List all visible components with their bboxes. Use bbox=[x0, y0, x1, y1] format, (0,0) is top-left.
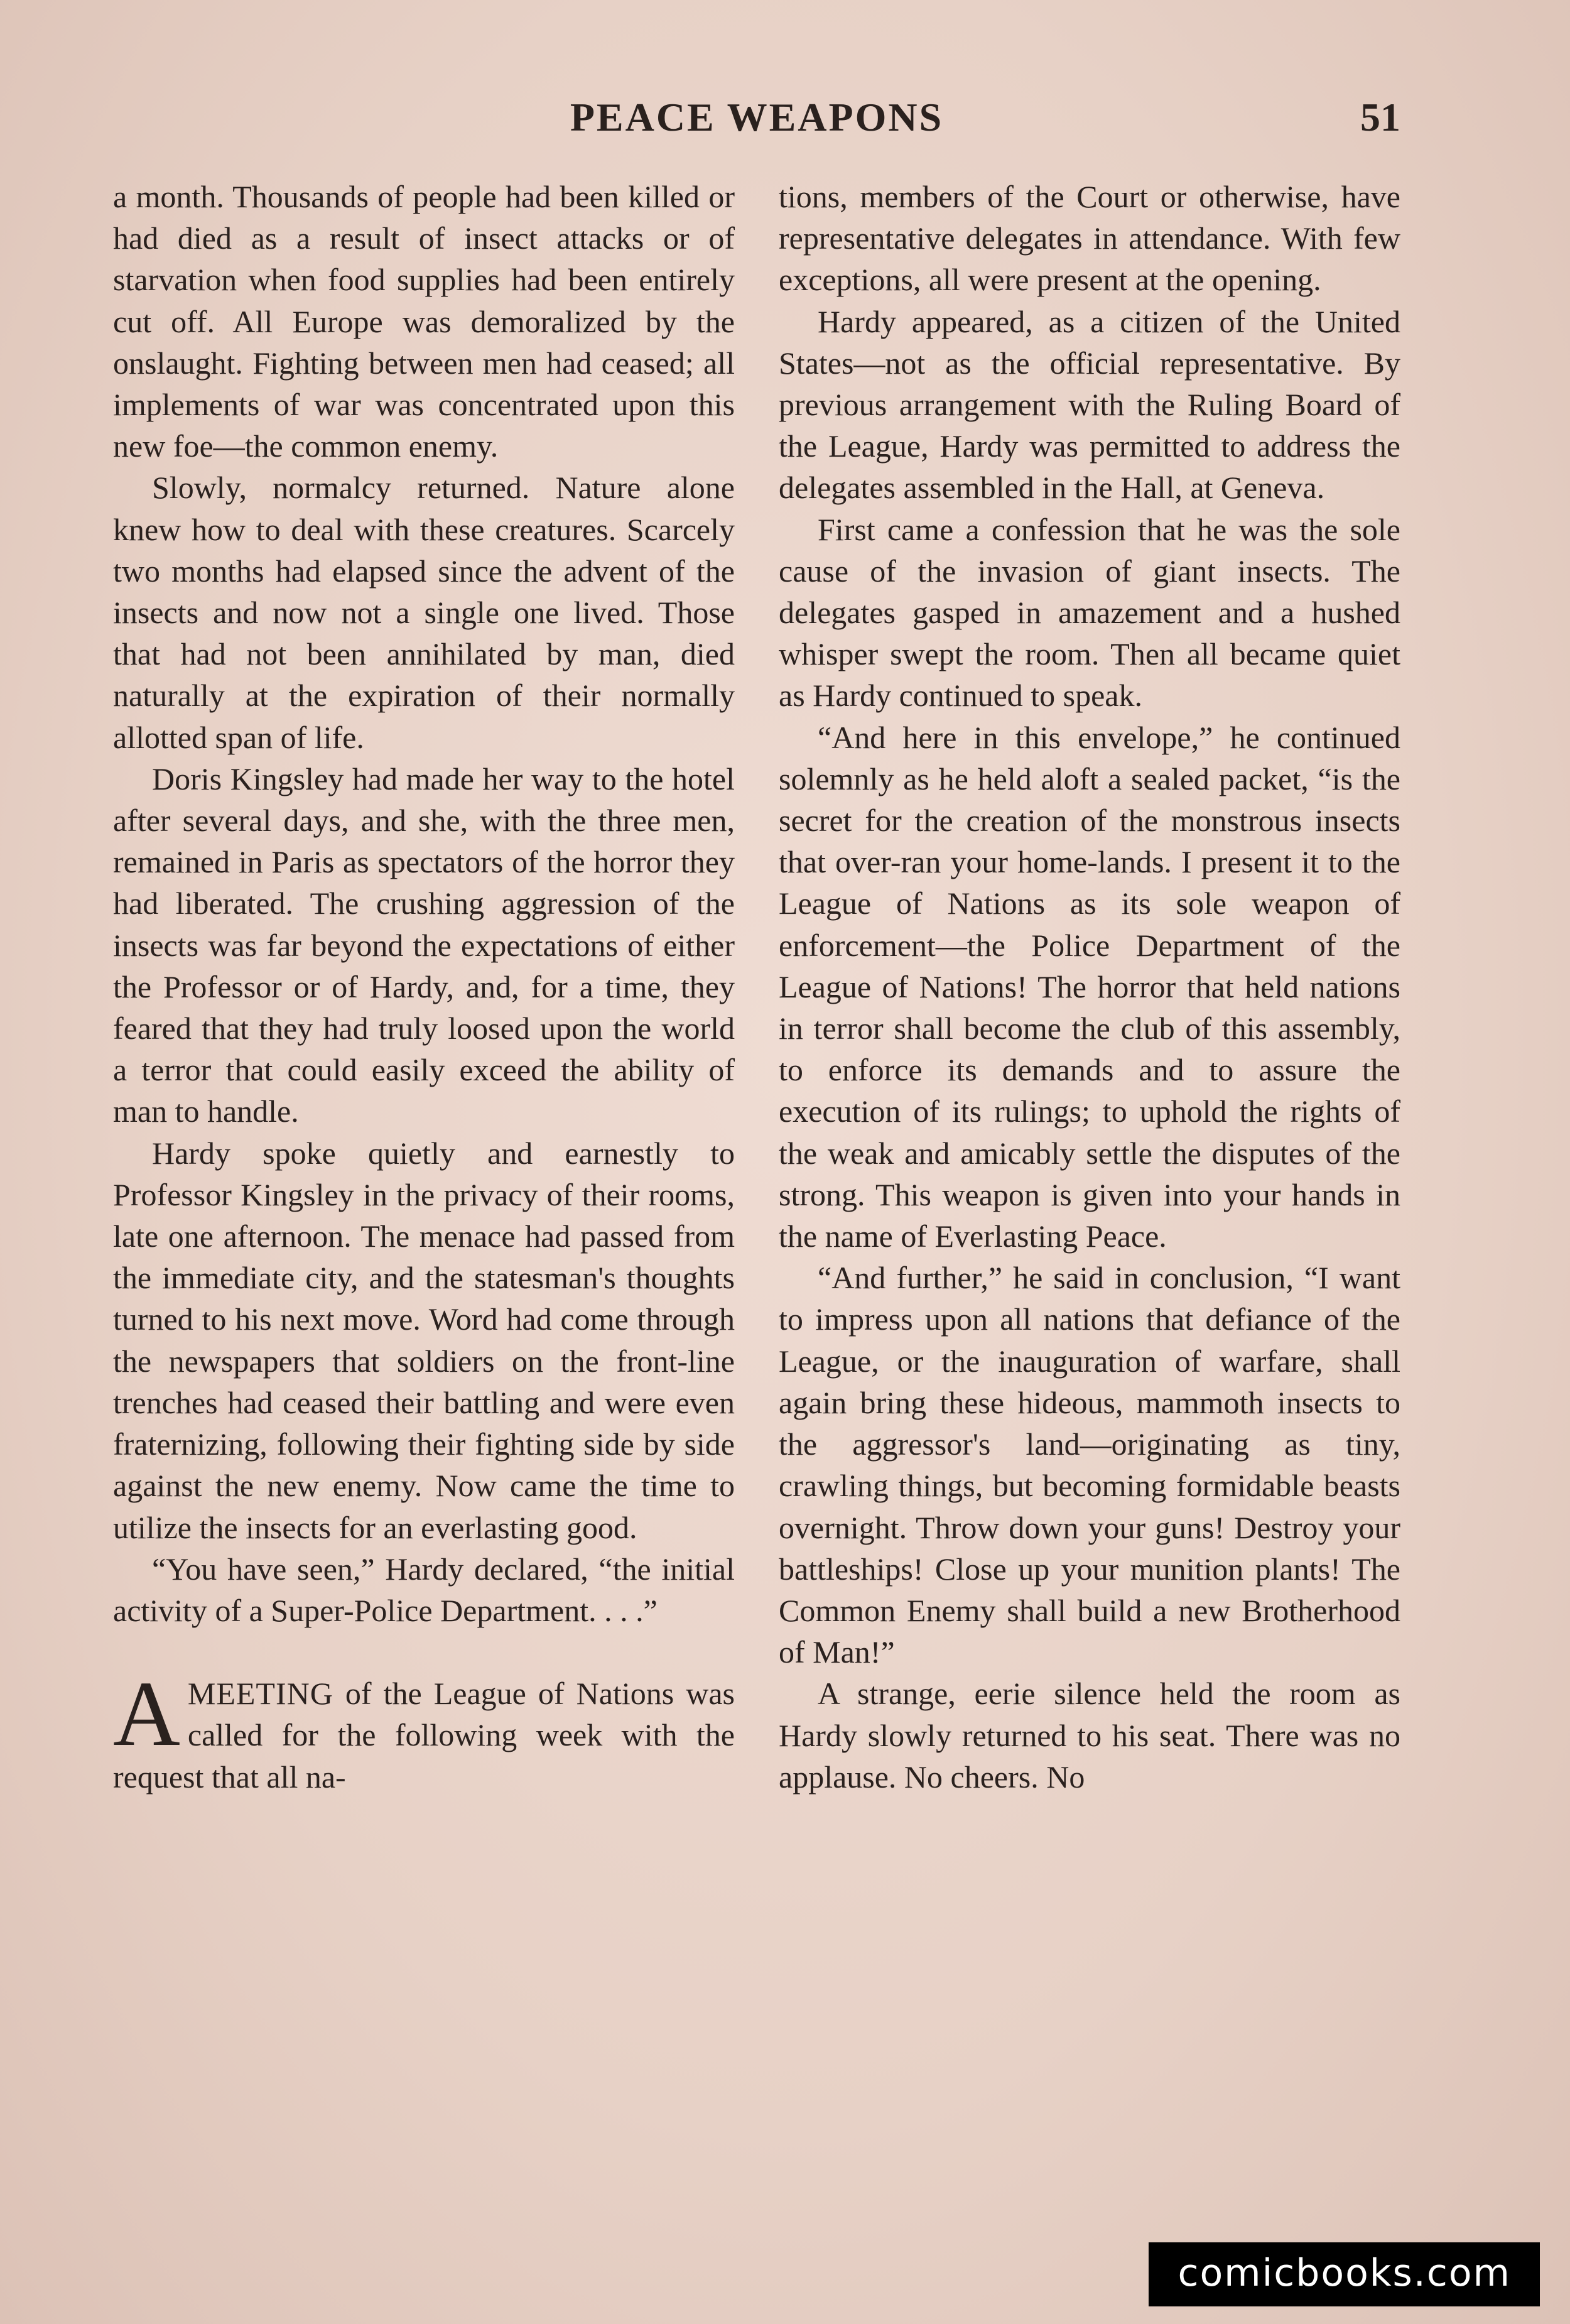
paragraph: Slowly, normalcy returned. Nature alone knew how to deal with these creatures. Scarcely two months had elapsed since the advent of the insects and now not a single one lived. Those that had not been annihilated by man, died naturally at the expiration of their normally allotted span of life. bbox=[113, 470, 735, 755]
drop-cap: A bbox=[113, 1663, 180, 1766]
section-break bbox=[113, 1631, 735, 1673]
paragraph: tions, members of the Court or otherwise, have representative delegates in attendance. With few exceptions, all were present at the opening. bbox=[779, 179, 1400, 298]
section-lead-word: MEETING bbox=[187, 1676, 333, 1712]
paragraph: “And here in this envelope,” he continued solemnly as he held aloft a sealed packet, “is the secret for the creation of the monstrous insects that over-ran your home-lands. I present it to the League of Nations as its sole weapon of enforcement—the Police Department of the League of Nations! The horror that held nations in terror shall become the club of this assembly, to enforce its demands and to assure the execution of its rulings; to uphold the rights of the weak and amicably settle the disputes of the strong. This weapon is given into your hands in the name of Everlasting Peace. bbox=[779, 719, 1400, 1254]
paragraph: First came a confession that he was the sole cause of the invasion of giant insects. The delegates gasped in amazement and a hushed whisper swept the room. Then all became quiet as Hardy continued to speak. bbox=[779, 511, 1400, 714]
running-title: PEACE WEAPONS bbox=[570, 95, 944, 139]
left-column bbox=[113, 176, 735, 1798]
paragraph: a month. Thousands of people had been killed or had died as a result of insect attacks or of starvation when food supplies had been entirely cut off. All Europe was demoralized by the onslaught. Fighting between men had ceased; all implements of war was concentrated upon this new foe—the common enemy. bbox=[113, 179, 735, 464]
section-opening-paragraph bbox=[113, 1663, 735, 1798]
watermark-label: comicbooks.com bbox=[1149, 2242, 1540, 2306]
paragraph: “You have seen,” Hardy declared, “the initial activity of a Super-Police Department. . . .” bbox=[113, 1551, 735, 1628]
page-header bbox=[113, 94, 1400, 151]
right-column bbox=[779, 176, 1400, 1798]
paragraph: Doris Kingsley had made her way to the hotel after several days, and she, with the three men, remained in Paris as spectators of the horror they had liberated. The crushing aggression of the insects was far beyond the expectations of either the Professor or of Hardy, and, for a time, they feared that they had truly loosed upon the world a terror that could easily exceed the ability of man to handle. bbox=[113, 761, 735, 1129]
section-text: of the League of Nations was called for the following week with the request that all na- bbox=[113, 1676, 735, 1795]
paragraph: Hardy spoke quietly and earnestly to Professor Kingsley in the privacy of their rooms, late one afternoon. The menace had passed from the immediate city, and the statesman's thoughts turned to his next move. Word had come through the newspapers that soldiers on the front-line trenches had ceased their battling and were even fraternizing, following their fighting side by side against the new enemy. Now came the time to utilize the insects for an everlasting good. bbox=[113, 1135, 735, 1545]
page-number: 51 bbox=[1360, 95, 1400, 139]
paragraph: “And further,” he said in conclusion, “I want to impress upon all nations that defiance of the League, or the inauguration of warfare, shall again bring these hideous, mammoth insects to the aggressor's land—originating as tiny, crawling things, but becoming formidable beasts overnight. Throw down your guns! Destroy your battleships! Close up your munition plants! The Common Enemy shall build a new Brotherhood of Man!” bbox=[779, 1260, 1400, 1670]
paragraph: A strange, eerie silence held the room as Hardy slowly returned to his seat. There was no applause. No cheers. No bbox=[779, 1676, 1400, 1795]
paragraph: Hardy appeared, as a citizen of the United States—not as the official representative. By previous arrangement with the Ruling Board of the League, Hardy was permitted to address the delegates assembled in the Hall, at Geneva. bbox=[779, 303, 1400, 506]
